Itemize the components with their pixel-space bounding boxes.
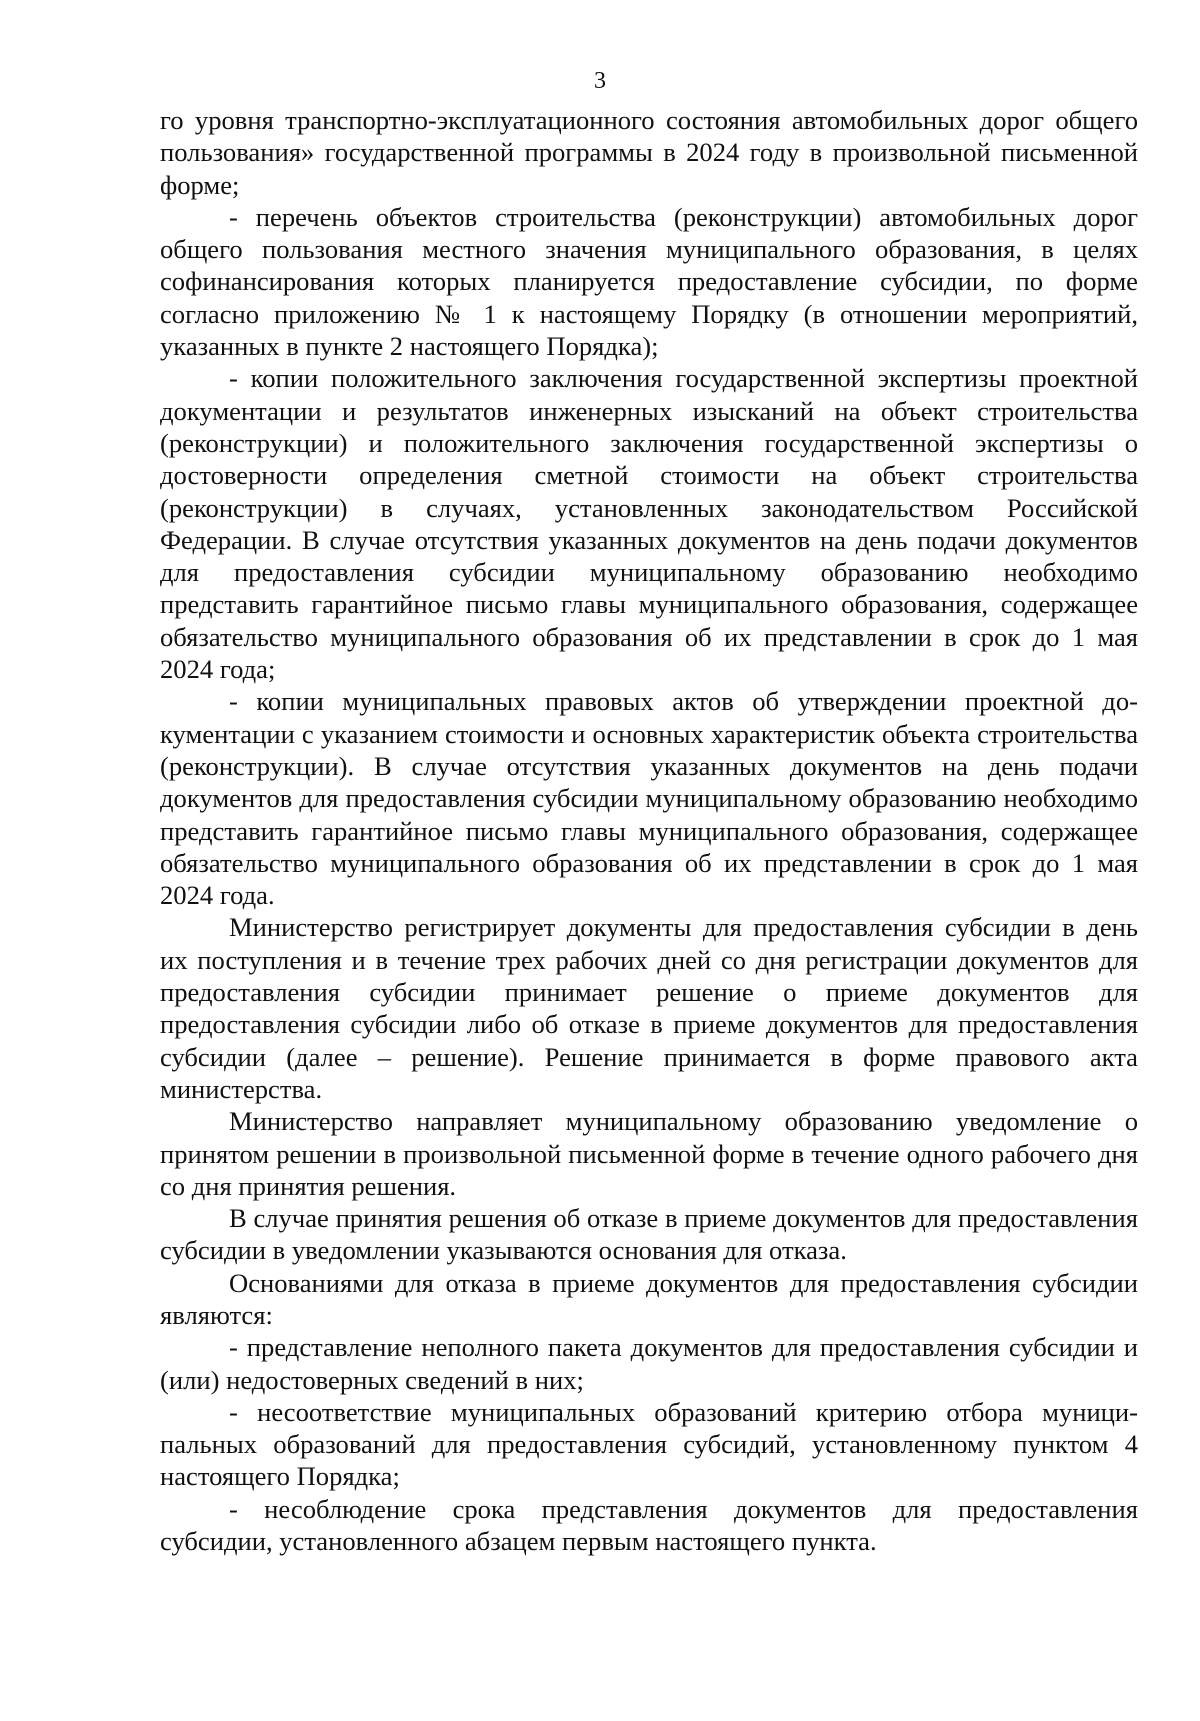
list-item-incomplete-package: - представление неполного пакета документов для предоставления субсидии и (или) недостоверных сведений в них; xyxy=(160,1332,1138,1395)
paragraph-refusal-reasons-notice: В случае принятия решения об отказе в приеме документов для предоставления субсидии в уведомлении указываются основания для отказа. xyxy=(160,1203,1138,1266)
list-item-expertise-copies: - копии положительного заключения государственной экспертизы проектной документации и результатов инженерных изысканий на объект строительства (реконструкции) и положительного заключения государственной экспертизы о достоверности определения сметной стоимости на объект строительства (реконструкции) в случаях, установленных законодательством Российской Федерации. В случае отсутствия указанных документов на день подачи документов для предоставления субсидии муниципальному образованию необходимо представить гарантийное письмо главы муниципального образования, содержащее обязательство муниципального образования об их представлении в срок до 1 мая 2024 года; xyxy=(160,363,1138,685)
paragraph-continuation: го уровня транспортно-эксплуатационного состояния автомобильных дорог общего пользования» государственной программы в 2024 году в произвольной письменной форме; xyxy=(160,105,1138,200)
paragraph-registration: Министерство регистрирует документы для предоставления субсидии в день их поступления и в течение трех рабочих дней со дня регистрации документов для предоставления субсидии принимает решение о приеме документов для предоставления субсидии либо об отказе в приеме документов для предоставления субсидии (далее – решение). Решение принимается в форме правового акта министерства. xyxy=(160,912,1138,1104)
list-item-legal-acts-copies: - копии муниципальных правовых актов об утверждении проектной документации с указанием стоимости и основных характеристик объекта строительства (реконструкции). В случае отсутствия указанных документов на день подачи документов для предоставления субсидии муниципальному образованию необходимо представить гарантийное письмо главы муниципального образования, содержащее обязательство муниципального образования об их представлении в срок до 1 мая 2024 года. xyxy=(160,686,1138,911)
document-body xyxy=(160,104,1138,1557)
list-item-deadline-violation: - несоблюдение срока представления документов для предоставления субсидии, установленного абзацем первым настоящего пункта. xyxy=(160,1493,1138,1557)
paragraph-notification: Министерство направляет муниципальному образованию уведомление о принятом решении в произвольной письменной форме в течение одного рабочего дня со дня принятия решения. xyxy=(160,1106,1138,1201)
paragraph-refusal-grounds-intro: Основаниями для отказа в приеме документов для предоставления субсидии являются: xyxy=(160,1267,1138,1330)
list-item-objects-list: - перечень объектов строительства (реконструкции) автомобильных дорог общего пользования местного значения муниципального образования, в целях софинансирования которых планируется предоставление субсидии, по форме согласно приложению № 1 к настоящему Порядку (в отношении мероприятий, указанных в пункте 2 настоящего Порядка); xyxy=(160,201,1138,362)
list-item-criteria-mismatch: - несоответствие муниципальных образований критерию отбора муниципальных образований для предоставления субсидий, установленному пунктом 4 настоящего Порядка; xyxy=(160,1396,1138,1492)
page-number: 3 xyxy=(594,68,606,94)
